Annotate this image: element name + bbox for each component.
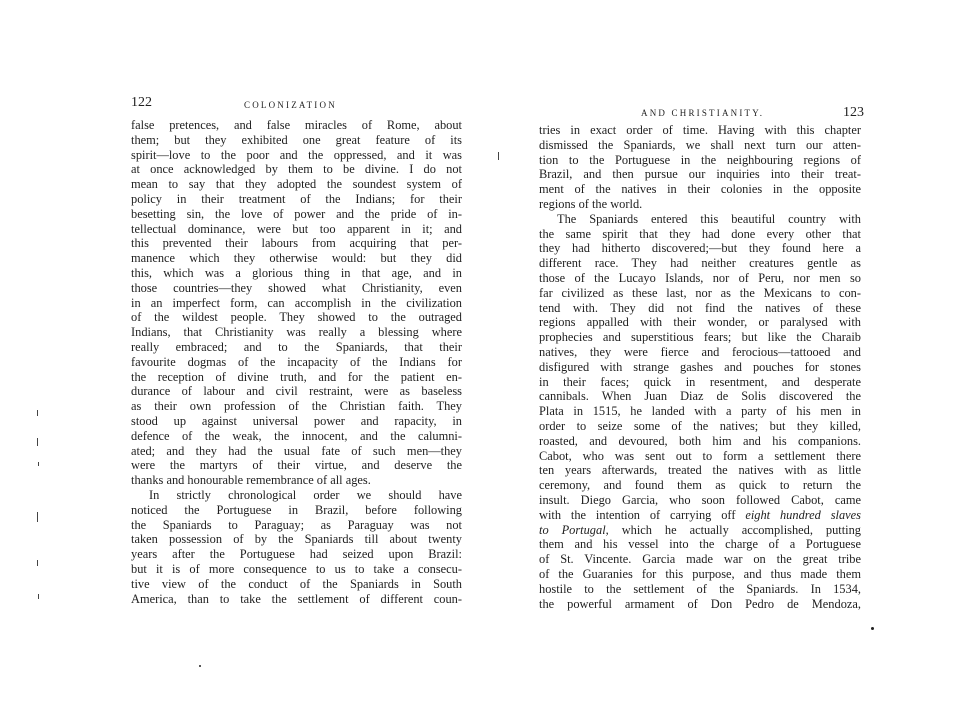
line-text: order to seize some of the natives; but they killed, [539, 418, 861, 433]
right-page-text [539, 123, 861, 611]
line-text: them and his vessel into the charge of a Portuguese [539, 537, 861, 552]
text-line [539, 567, 861, 582]
text-line [131, 281, 462, 296]
line-text: but it is of more consequence to us to take a consecu- [131, 561, 462, 576]
scan-mark [37, 410, 38, 416]
line-text: tive view of the conduct of the Spaniards in South [131, 576, 462, 591]
scan-mark [871, 627, 874, 630]
text-line [539, 271, 861, 286]
text-line [131, 458, 462, 473]
text-line [539, 345, 861, 360]
text-line [539, 523, 861, 538]
right-page-number: 123 [843, 105, 864, 120]
line-text: false pretences, and false miracles of Rome, about [131, 118, 462, 132]
line-text: ceremony, and found them as quick to return the [539, 478, 861, 493]
line-text: disfigured with strange gashes and pouches for stones [539, 359, 861, 374]
line-text: Indians, that Christianity was really a blessing where [131, 325, 462, 340]
text-line [539, 478, 861, 493]
text-line [539, 360, 861, 375]
line-text: dismissed the Spaniards, we shall next turn our atten- [539, 137, 861, 152]
left-page-number: 122 [131, 95, 152, 110]
text-line [539, 449, 861, 464]
text-line [131, 547, 462, 562]
line-text: durance of labour and civil restraint, were as baseless [131, 384, 462, 399]
line-text: ment of the natives in their colonies in the opposite [539, 182, 861, 197]
line-text: those of the Lucayo Islands, nor of Peru, nor men so [539, 270, 861, 285]
scan-mark [37, 560, 38, 566]
text-line [131, 325, 462, 340]
line-text: ten years afterwards, treated the natives with as little [539, 463, 861, 478]
text-line [539, 182, 861, 197]
line-text: taken possession of by the Spaniards till about twenty [131, 532, 462, 547]
text-line [539, 138, 861, 153]
line-text: favourite dogmas of the incapacity of the Indians for [131, 354, 462, 369]
scan-mark [199, 665, 201, 667]
text-line [539, 123, 861, 138]
text-line [131, 384, 462, 399]
text-line [539, 404, 861, 419]
text-line [131, 222, 462, 237]
text-line [539, 227, 861, 242]
text-line [539, 389, 861, 404]
line-text: different race. They had neither creatures gentle as [539, 256, 861, 271]
line-text: defence of the weak, the innocent, and the calumni- [131, 428, 462, 443]
text-line [539, 508, 861, 523]
text-line [539, 315, 861, 330]
line-text: cannibals. When Juan Diaz de Solis discovered the [539, 389, 861, 404]
line-text: America, than to take the settlement of different coun- [131, 591, 462, 606]
text-line [539, 419, 861, 434]
line-text: which he actually accomplished, putting [608, 522, 862, 537]
text-line [539, 167, 861, 182]
line-text: tellectual dominance, were but too apparent in it; and [131, 221, 462, 236]
text-line [539, 301, 861, 316]
text-line [131, 177, 462, 192]
line-text: Plata in 1515, he landed with a party of his men in [539, 404, 861, 419]
text-line [131, 296, 462, 311]
text-line [131, 192, 462, 207]
text-line [131, 310, 462, 325]
line-text: noticed the Portuguese in Brazil, before following [131, 502, 462, 517]
line-text: years after the Portuguese had seized upon Brazil: [131, 547, 462, 562]
line-text: really embraced; and to the Spaniards, that their [131, 339, 462, 354]
text-line [131, 207, 462, 222]
line-text: this, which was a glorious thing in that age, and in [131, 265, 462, 280]
line-text: hostile to the settlement of the Spaniards. In 1534, [539, 581, 861, 596]
right-page [490, 0, 980, 714]
scan-mark [38, 594, 39, 599]
line-text: natives, they were fierce and ferocious—tattooed and [539, 344, 861, 359]
text-line [131, 444, 462, 459]
line-text: mean to say that they adopted the soundest system of [131, 177, 462, 192]
line-text: prophecies and superstitious fears; but like the Charaib [539, 330, 861, 345]
text-line [539, 552, 861, 567]
line-text: at once acknowledged by them to be divine. I do not [131, 162, 462, 177]
text-line [539, 286, 861, 301]
text-line [131, 162, 462, 177]
text-line [539, 241, 861, 256]
text-line [131, 118, 462, 133]
line-text: they had hitherto discovered;—but they found here a [539, 241, 861, 256]
line-text: the powerful armament of Don Pedro de Mendoza, [539, 596, 861, 611]
left-running-head: COLONIZATION [244, 100, 337, 110]
text-line [131, 503, 462, 518]
text-line [539, 153, 861, 168]
text-line [131, 562, 462, 577]
line-text: regions appalled with their wonder, or paralysed with [539, 315, 861, 330]
text-line [131, 251, 462, 266]
text-line [539, 375, 861, 390]
text-line [539, 537, 861, 552]
text-line [131, 340, 462, 355]
line-text: them; but they exhibited one great feature of its [131, 132, 462, 147]
scan-mark [37, 512, 38, 522]
line-text: those countries—they showed what Christianity, even [131, 280, 462, 295]
text-line [539, 582, 861, 597]
line-text: Cabot, who was sent out to form a settlement there [539, 448, 861, 463]
line-text: Brazil, and then pursue our inquiries into their treat- [539, 167, 861, 182]
line-text: tries in exact order of time. Having with this chapter [539, 123, 861, 137]
scan-mark [498, 152, 499, 160]
line-text: stood up against universal power and rapacity, in [131, 413, 462, 428]
line-text: were the martyrs of their virtue, and deserve the [131, 458, 462, 473]
line-text: the Spaniards to Paraguay; as Paraguay was not [131, 517, 462, 532]
line-text: of St. Vincente. Garcia made war on the great tribe [539, 552, 861, 567]
scan-mark [38, 462, 39, 466]
line-text: insult. Diego Garcia, who soon followed Cabot, came [539, 492, 861, 507]
scan-mark [37, 438, 38, 446]
line-text: regions of the world. [539, 196, 643, 211]
text-line [539, 212, 861, 227]
text-line [131, 488, 462, 503]
text-line [131, 532, 462, 547]
line-text: The Spaniards entered this beautiful country with [557, 211, 861, 226]
text-line [539, 493, 861, 508]
line-text: in their faces; quick in resentment, and desperate [539, 374, 861, 389]
text-line [131, 355, 462, 370]
italic-text: to Portugal, [539, 522, 609, 537]
line-text: thanks and honourable remembrance of all ages. [131, 473, 371, 488]
text-line [131, 473, 462, 488]
line-text: ated; and they had the usual fate of such men—they [131, 443, 462, 458]
line-text: in an imperfect form, can accomplish in the civilization [131, 295, 462, 310]
line-text: roasted, and devoured, both him and his companions. [539, 433, 861, 448]
line-text: far civilized as these last, nor as the Mexicans to con- [539, 285, 861, 300]
line-text: of the Guaranies for this purpose, and thus made them [539, 566, 861, 581]
line-text: this prevented their labours from acquiring that per- [131, 236, 462, 251]
text-line [539, 330, 861, 345]
text-line [539, 597, 861, 612]
line-text: spirit—love to the poor and the oppressed, and it was [131, 147, 462, 162]
line-text: the same spirit that they had done every other that [539, 226, 861, 241]
text-line [539, 256, 861, 271]
text-line [131, 148, 462, 163]
line-text: with the intention of carrying off [539, 507, 746, 522]
text-line [131, 592, 462, 607]
left-page-text [131, 118, 462, 606]
text-line [131, 133, 462, 148]
text-line [131, 266, 462, 281]
line-text: the reception of divine truth, and for the patient en- [131, 369, 462, 384]
line-text: In strictly chronological order we should have [149, 487, 462, 502]
line-text: as their own profession of the Christian faith. They [131, 399, 462, 414]
text-line [539, 463, 861, 478]
line-text: manence which they otherwise would: but they did [131, 251, 462, 266]
line-text: tion to the Portuguese in the neighbouring regions of [539, 152, 861, 167]
text-line [539, 434, 861, 449]
italic-text: eight hundred slaves [745, 507, 861, 522]
text-line [131, 370, 462, 385]
text-line [539, 197, 861, 212]
text-line [131, 414, 462, 429]
text-line [131, 236, 462, 251]
right-running-head: AND CHRISTIANITY. [641, 108, 765, 118]
line-text: tend with. They did not find the natives of these [539, 300, 861, 315]
text-line [131, 577, 462, 592]
text-line [131, 399, 462, 414]
line-text: besetting sin, the love of power and the pride of in- [131, 206, 462, 221]
text-line [131, 518, 462, 533]
text-line [131, 429, 462, 444]
line-text: policy in their treatment of the Indians; for their [131, 191, 462, 206]
line-text: of the wildest people. They showed to the outraged [131, 310, 462, 325]
